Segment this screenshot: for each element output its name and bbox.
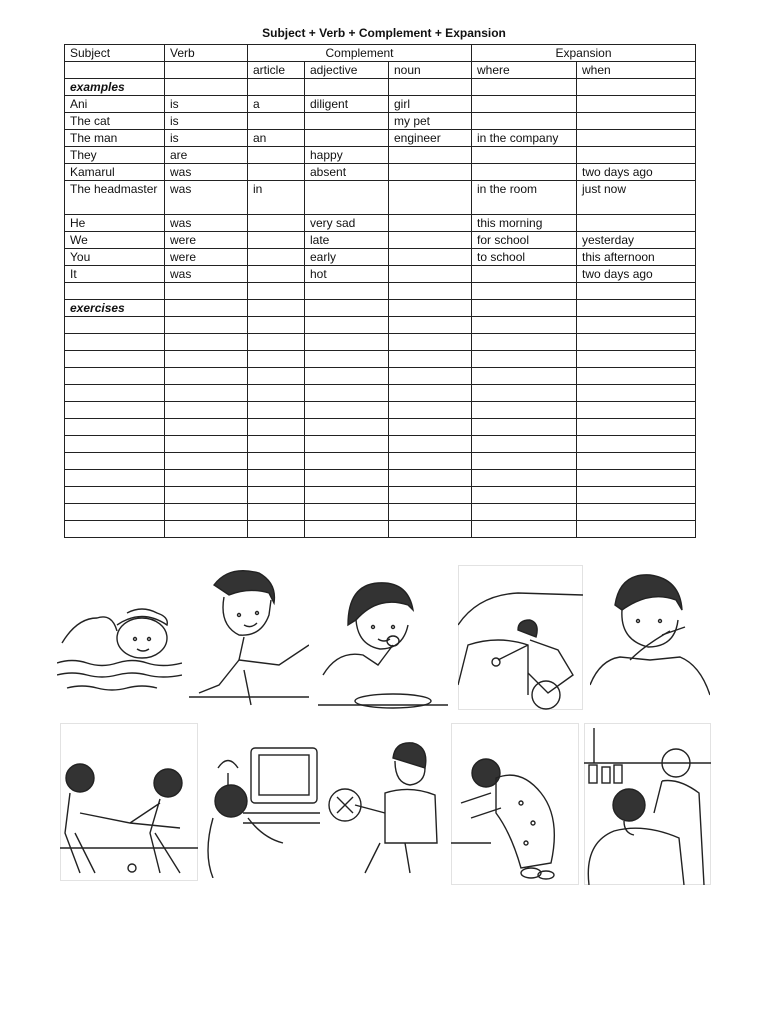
exercise-cell[interactable] (389, 368, 472, 385)
table-row (65, 96, 696, 113)
table-row (65, 164, 696, 181)
exercise-row (65, 368, 696, 385)
table-row (65, 266, 696, 283)
cell-subject: The cat (65, 113, 165, 130)
exercise-cell[interactable] (577, 402, 696, 419)
cell-noun: girl (389, 96, 472, 113)
exercise-cell[interactable] (165, 470, 248, 487)
exercise-cell[interactable] (577, 317, 696, 334)
exercise-cell[interactable] (305, 385, 389, 402)
cell-article (248, 249, 305, 266)
exercise-cell[interactable] (65, 334, 165, 351)
exercise-row (65, 351, 696, 368)
exercise-cell[interactable] (165, 351, 248, 368)
cell-noun (389, 215, 472, 232)
exercise-cell[interactable] (577, 470, 696, 487)
cell-verb: are (165, 147, 248, 164)
picture-writing-man (189, 565, 309, 710)
cell-subject: Ani (65, 96, 165, 113)
exercise-cell[interactable] (472, 385, 577, 402)
exercise-cell[interactable] (248, 436, 305, 453)
table-row (65, 130, 696, 147)
cell-where: to school (472, 249, 577, 266)
exercise-cell[interactable] (472, 351, 577, 368)
cell-noun (389, 181, 472, 215)
exercise-cell[interactable] (389, 504, 472, 521)
exercise-cell[interactable] (165, 334, 248, 351)
exercise-cell[interactable] (165, 521, 248, 538)
exercise-cell[interactable] (389, 385, 472, 402)
exercise-cell[interactable] (305, 402, 389, 419)
exercise-cell[interactable] (165, 385, 248, 402)
cell-subject: They (65, 147, 165, 164)
cell-adjective: happy (305, 147, 389, 164)
writing-icon (189, 565, 309, 710)
falling-icon (451, 723, 579, 885)
cell-article: an (248, 130, 305, 147)
exercise-cell[interactable] (248, 402, 305, 419)
exercise-cell[interactable] (577, 334, 696, 351)
exercise-row (65, 419, 696, 436)
exercise-cell[interactable] (248, 521, 305, 538)
exercise-cell[interactable] (165, 419, 248, 436)
header-adjective: adjective (305, 62, 389, 79)
cell-subject: He (65, 215, 165, 232)
cell-article (248, 164, 305, 181)
picture-eating-girl (318, 565, 448, 710)
picture-haircut (584, 723, 711, 885)
eating-icon (318, 565, 448, 710)
picture-playing-hockey (60, 723, 198, 881)
exercise-cell[interactable] (305, 334, 389, 351)
exercise-cell[interactable] (305, 521, 389, 538)
cell-subject: You (65, 249, 165, 266)
cell-article (248, 232, 305, 249)
cell-where: in the room (472, 181, 577, 215)
cell-adjective: early (305, 249, 389, 266)
picture-girl-falling (451, 723, 579, 885)
cell-noun (389, 266, 472, 283)
cell-where (472, 164, 577, 181)
worksheet-title: Subject + Verb + Complement + Expansion (262, 26, 506, 40)
swimming-icon (57, 563, 182, 711)
cell-article: a (248, 96, 305, 113)
cell-subject: We (65, 232, 165, 249)
exercise-cell[interactable] (472, 470, 577, 487)
exercise-cell[interactable] (472, 521, 577, 538)
exercise-cell[interactable] (248, 487, 305, 504)
cell-adjective: absent (305, 164, 389, 181)
exercise-row (65, 436, 696, 453)
header-noun: noun (389, 62, 472, 79)
cell-subject: Kamarul (65, 164, 165, 181)
exercise-cell[interactable] (305, 504, 389, 521)
exercise-cell[interactable] (248, 317, 305, 334)
exercise-cell[interactable] (65, 453, 165, 470)
section-exercises-label: exercises (65, 300, 165, 317)
exercise-cell[interactable] (248, 334, 305, 351)
exercise-cell[interactable] (65, 436, 165, 453)
exercise-cell[interactable] (472, 504, 577, 521)
exercise-cell[interactable] (248, 470, 305, 487)
cell-subject: The man (65, 130, 165, 147)
haircut-icon (584, 723, 711, 885)
exercise-cell[interactable] (248, 351, 305, 368)
television-icon (203, 723, 320, 878)
cell-when: two days ago (577, 164, 696, 181)
exercise-cell[interactable] (305, 419, 389, 436)
cell-verb: was (165, 266, 248, 283)
exercise-cell[interactable] (305, 487, 389, 504)
cell-verb: was (165, 215, 248, 232)
cell-where: for school (472, 232, 577, 249)
exercise-row (65, 504, 696, 521)
exercise-cell[interactable] (389, 351, 472, 368)
exercise-cell[interactable] (248, 419, 305, 436)
cell-where (472, 96, 577, 113)
table-row (65, 249, 696, 266)
cell-adjective (305, 113, 389, 130)
exercise-row (65, 402, 696, 419)
car-wash-icon (458, 565, 583, 710)
cell-where: in the company (472, 130, 577, 147)
cell-when: just now (577, 181, 696, 215)
picture-watching-tv (203, 723, 320, 878)
cell-adjective (305, 130, 389, 147)
exercise-cell[interactable] (389, 436, 472, 453)
exercise-row (65, 453, 696, 470)
table-row (65, 232, 696, 249)
exercise-row (65, 521, 696, 538)
header-subject: Subject (65, 45, 165, 62)
cell-adjective: very sad (305, 215, 389, 232)
exercise-cell[interactable] (65, 368, 165, 385)
exercise-cell[interactable] (248, 504, 305, 521)
section-examples-row (65, 79, 696, 96)
cell-verb: were (165, 232, 248, 249)
exercise-cell[interactable] (472, 334, 577, 351)
cell-when: yesterday (577, 232, 696, 249)
toothbrush-icon (590, 565, 710, 710)
exercise-cell[interactable] (305, 470, 389, 487)
exercise-cell[interactable] (305, 436, 389, 453)
exercise-cell[interactable] (65, 317, 165, 334)
exercise-cell[interactable] (65, 504, 165, 521)
picture-swimming-girl (57, 563, 182, 711)
exercise-cell[interactable] (472, 402, 577, 419)
exercise-cell[interactable] (65, 487, 165, 504)
cell-verb: was (165, 181, 248, 215)
exercise-cell[interactable] (472, 487, 577, 504)
table-row (65, 181, 696, 215)
exercise-cell[interactable] (577, 419, 696, 436)
table-row (65, 147, 696, 164)
exercise-cell[interactable] (389, 470, 472, 487)
cell-adjective: hot (305, 266, 389, 283)
cell-when: this afternoon (577, 249, 696, 266)
table-row (65, 215, 696, 232)
cell-when (577, 215, 696, 232)
cell-when (577, 113, 696, 130)
exercise-cell[interactable] (248, 453, 305, 470)
header-verb: Verb (165, 45, 248, 62)
cell-where: this morning (472, 215, 577, 232)
picture-boy-with-ball (325, 723, 445, 878)
exercise-cell[interactable] (165, 402, 248, 419)
exercise-cell[interactable] (389, 487, 472, 504)
header-complement: Complement (248, 45, 472, 62)
section-exercises-row (65, 300, 696, 317)
cell-adjective: late (305, 232, 389, 249)
exercise-row (65, 470, 696, 487)
cell-when (577, 147, 696, 164)
header-where: where (472, 62, 577, 79)
exercise-cell[interactable] (577, 368, 696, 385)
exercise-cell[interactable] (389, 453, 472, 470)
cell-verb: is (165, 113, 248, 130)
exercise-cell[interactable] (577, 521, 696, 538)
exercise-cell[interactable] (65, 351, 165, 368)
cell-adjective (305, 181, 389, 215)
exercise-cell[interactable] (305, 317, 389, 334)
exercise-cell[interactable] (472, 368, 577, 385)
exercise-cell[interactable] (389, 419, 472, 436)
cell-verb: were (165, 249, 248, 266)
cell-article (248, 266, 305, 283)
table-row (65, 113, 696, 130)
cell-where (472, 147, 577, 164)
cell-when (577, 130, 696, 147)
cell-noun (389, 232, 472, 249)
cell-subject: The headmaster (65, 181, 165, 215)
cell-where (472, 266, 577, 283)
exercise-cell[interactable] (577, 504, 696, 521)
cell-article (248, 113, 305, 130)
exercise-cell[interactable] (305, 453, 389, 470)
exercise-cell[interactable] (389, 317, 472, 334)
cell-verb: is (165, 130, 248, 147)
header-article: article (248, 62, 305, 79)
exercise-row (65, 334, 696, 351)
exercise-cell[interactable] (165, 504, 248, 521)
exercise-cell[interactable] (472, 419, 577, 436)
cell-article: in (248, 181, 305, 215)
header-expansion: Expansion (472, 45, 696, 62)
exercise-cell[interactable] (389, 334, 472, 351)
exercise-row (65, 487, 696, 504)
exercise-cell[interactable] (472, 317, 577, 334)
header-row-2 (65, 62, 696, 79)
header-row-1 (65, 45, 696, 62)
header-when: when (577, 62, 696, 79)
cell-article (248, 147, 305, 164)
cell-subject: It (65, 266, 165, 283)
cell-noun (389, 164, 472, 181)
cell-noun (389, 147, 472, 164)
cell-noun (389, 249, 472, 266)
cell-verb: is (165, 96, 248, 113)
exercise-cell[interactable] (472, 436, 577, 453)
cell-when: two days ago (577, 266, 696, 283)
exercise-cell[interactable] (472, 453, 577, 470)
exercise-cell[interactable] (65, 470, 165, 487)
cell-where (472, 113, 577, 130)
section-examples-label: examples (65, 79, 165, 96)
cell-article (248, 215, 305, 232)
cell-noun: my pet (389, 113, 472, 130)
exercise-cell[interactable] (577, 385, 696, 402)
exercise-cell[interactable] (577, 436, 696, 453)
exercise-cell[interactable] (165, 317, 248, 334)
exercise-cell[interactable] (165, 453, 248, 470)
exercise-cell[interactable] (165, 487, 248, 504)
spacer-row (65, 283, 696, 300)
exercise-cell[interactable] (65, 385, 165, 402)
cell-noun: engineer (389, 130, 472, 147)
picture-brushing-teeth (590, 565, 710, 710)
exercise-cell[interactable] (389, 402, 472, 419)
ball-icon (325, 723, 445, 878)
exercise-cell[interactable] (577, 453, 696, 470)
exercise-cell[interactable] (389, 521, 472, 538)
exercise-cell[interactable] (305, 351, 389, 368)
exercise-cell[interactable] (577, 351, 696, 368)
picture-washing-car (458, 565, 583, 710)
exercise-cell[interactable] (305, 368, 389, 385)
exercise-cell[interactable] (165, 436, 248, 453)
exercise-cell[interactable] (65, 521, 165, 538)
exercise-cell[interactable] (248, 368, 305, 385)
cell-when (577, 96, 696, 113)
cell-adjective: diligent (305, 96, 389, 113)
hockey-icon (60, 723, 198, 881)
exercise-cell[interactable] (65, 419, 165, 436)
exercise-cell[interactable] (65, 402, 165, 419)
exercise-cell[interactable] (248, 385, 305, 402)
exercise-cell[interactable] (577, 487, 696, 504)
exercise-cell[interactable] (165, 368, 248, 385)
exercise-row (65, 317, 696, 334)
exercise-row (65, 385, 696, 402)
grammar-table (64, 44, 696, 538)
cell-verb: was (165, 164, 248, 181)
